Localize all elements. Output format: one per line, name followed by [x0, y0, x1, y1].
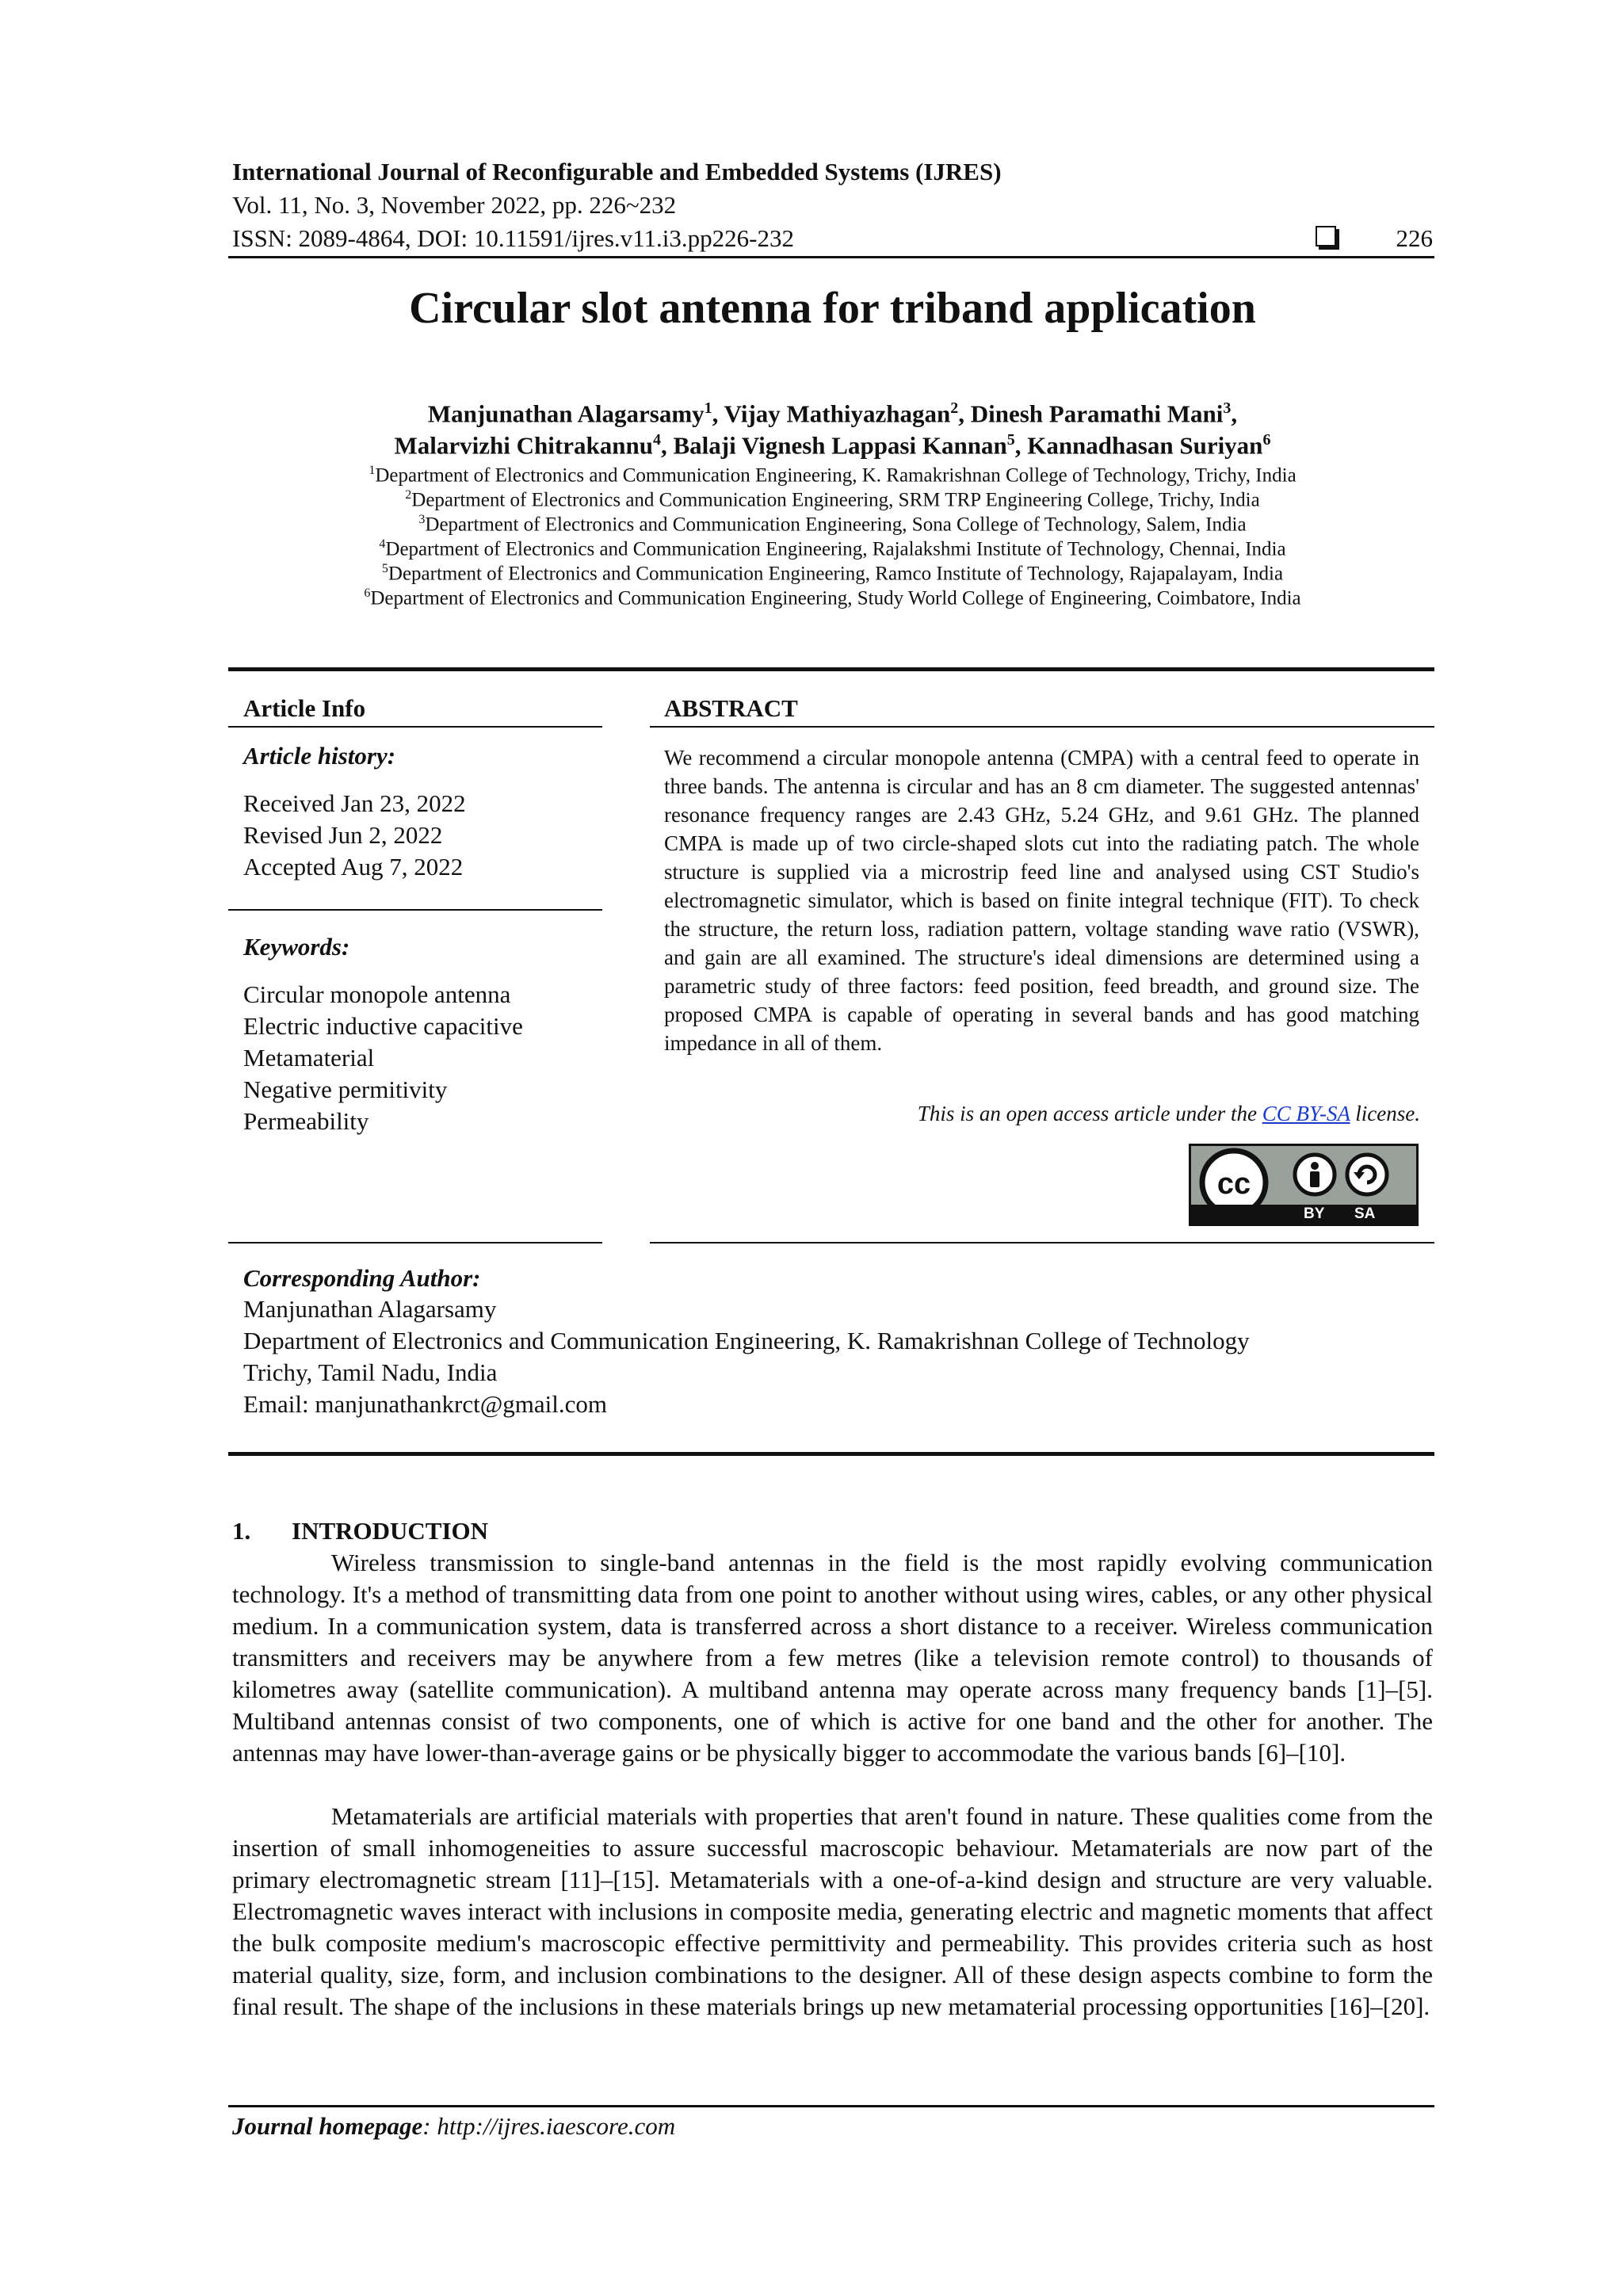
- corresponding-author-heading: Corresponding Author:: [243, 1264, 481, 1292]
- keyword-item: Metamaterial: [243, 1044, 375, 1072]
- corresponding-author-email: Email: manjunathankrct@gmail.com: [243, 1390, 607, 1418]
- journal-homepage-label: Journal homepage: [232, 2112, 423, 2140]
- section-title: INTRODUCTION: [292, 1517, 489, 1545]
- square-bullet-icon: [1316, 226, 1336, 246]
- affiliation-sup: 1: [369, 464, 376, 477]
- history-divider: [228, 909, 602, 911]
- affiliation-sup: 6: [364, 586, 371, 600]
- affiliation-sup: 3: [418, 513, 426, 526]
- author-sup: 1: [704, 399, 712, 417]
- received-date: Received Jan 23, 2022: [243, 789, 466, 817]
- license-prefix: This is an open access article under the: [917, 1102, 1257, 1125]
- footer-divider: [228, 2105, 1434, 2107]
- abstract-heading-rule: [650, 726, 1434, 728]
- revised-date: Revised Jun 2, 2022: [243, 821, 443, 849]
- section-heading-introduction: [232, 1515, 488, 1547]
- author-sup: 5: [1006, 431, 1015, 449]
- abstract-bottom-rule: [650, 1242, 1434, 1244]
- journal-volume: Vol. 11, No. 3, November 2022, pp. 226~232: [232, 191, 677, 219]
- affiliation-sup: 5: [381, 562, 388, 575]
- abstract-heading: ABSTRACT: [664, 694, 798, 722]
- keyword-item: Circular monopole antenna: [243, 980, 511, 1008]
- svg-text:cc: cc: [1216, 1167, 1251, 1201]
- info-box-bottom-rule: [228, 1452, 1434, 1456]
- journal-homepage-url[interactable]: : http://ijres.iaescore.com: [422, 2112, 676, 2140]
- author-name: Manjunathan Alagarsamy: [427, 399, 705, 428]
- cc-by-sa-badge[interactable]: [1189, 1144, 1419, 1226]
- affiliation-text: Department of Electronics and Communication Engineering, Study World College of Engineering, Coimbatore, India: [370, 587, 1301, 609]
- affiliation-sup: 2: [405, 488, 412, 502]
- author-name: Kannadhasan Suriyan: [1027, 431, 1263, 460]
- author-separator: ,: [712, 399, 724, 428]
- accepted-date: Accepted Aug 7, 2022: [243, 853, 464, 881]
- author-separator: ,: [1231, 399, 1238, 428]
- keywords-divider: [228, 1242, 602, 1244]
- author-name: Vijay Mathiyazhagan: [724, 399, 951, 428]
- author-sup: 2: [950, 399, 959, 417]
- cc-sa-label: SA: [1354, 1205, 1376, 1222]
- intro-paragraph-2: Metamaterials are artificial materials with properties that aren't found in nature. These qualities come from the insertion of small inhomogeneities to assure successful macroscopic behaviour. Metamaterials are now part of the primary electromagnetic stream [11]–[15]. Metamaterials with a one-of-a-kind design and structure are very valuable. Electromagnetic waves interact with inclusions in composite media, generating electric and magnetic moments that affect the bulk composite medium's macroscopic effective permittivity and permeability. This provides criteria such as host material quality, size, form, and inclusion combinations to the designer. All of these design aspects combine to form the final result. The shape of the inclusions in these materials brings up new metamaterial processing opportunities [16]–[20].: [232, 1802, 1433, 2020]
- article-info-heading: Article Info: [243, 694, 366, 722]
- keyword-item: Electric inductive capacitive: [243, 1012, 523, 1040]
- author-sup: 6: [1262, 431, 1271, 449]
- corresponding-author-location: Trichy, Tamil Nadu, India: [243, 1358, 498, 1386]
- keyword-item: Permeability: [243, 1107, 369, 1135]
- journal-homepage: [232, 2110, 675, 2143]
- cc-by-label: BY: [1304, 1205, 1325, 1222]
- keyword-item: Negative permitivity: [243, 1075, 448, 1103]
- author-name: Balaji Vignesh Lappasi Kannan: [673, 431, 1007, 460]
- author-separator: ,: [660, 431, 674, 460]
- intro-paragraph-1: Wireless transmission to single-band antennas in the field is the most rapidly evolving communication technology. It's a method of transmitting data from one point to another without using wires, cables, or any other physical medium. In a communication system, data is transferred across a short distance to a receiver. Wireless communication transmitters and receivers may be anywhere from a few metres (like a television remote control) to thousands of kilometres away (satellite communication). A multiband antenna may operate across many frequency bands [1]–[5]. Multiband antennas consist of two components, one of which is active for one band and the other for another. The antennas may have lower-than-average gains or be physically bigger to accommodate the various bands [6]–[10].: [232, 1549, 1433, 1767]
- affiliation: [232, 581, 1433, 610]
- section-number: 1.: [232, 1517, 251, 1545]
- corresponding-author-name: Manjunathan Alagarsamy: [243, 1295, 497, 1323]
- affiliation-text: Department of Electronics and Communication Engineering, SRM TRP Engineering College, Trichy, India: [411, 489, 1260, 511]
- page-number: 226: [1396, 224, 1433, 252]
- abstract-text: We recommend a circular monopole antenna (CMPA) with a central feed to operate in three bands. The antenna is circular and has an 8 cm diameter. The suggested antennas' resonance frequency ranges are 2.43 GHz, 5.24 GHz, and 9.61 GHz. The planned CMPA is made up of two circle-shaped slots cut into the radiating patch. The whole structure is supplied via a microstrip feed line and analysed using CST Studio's electromagnetic simulator, which is based on finite integral technique (FIT). To check the structure, the return loss, radiation pattern, voltage standing wave ratio (VSWR), and gain are all examined. The structure's ideal dimensions are determined using a parametric study of three factors: feed position, feed breadth, and ground size. The proposed CMPA is capable of operating in several bands and has good matching impedance in all of them.: [664, 746, 1419, 1055]
- author-separator: ,: [1014, 431, 1028, 460]
- author-sup: 3: [1223, 399, 1232, 417]
- affiliation-text: Department of Electronics and Communication Engineering, Sona College of Technology, Salem, India: [425, 514, 1247, 536]
- affiliation-sup: 4: [379, 537, 386, 551]
- affiliation-text: Department of Electronics and Communication Engineering, Ramco Institute of Technology, Rajapalayam, India: [388, 563, 1284, 585]
- author-sup: 4: [652, 431, 661, 449]
- info-box-top-rule: [228, 667, 1434, 671]
- author-line-2: [232, 424, 1433, 461]
- license-link[interactable]: CC BY-SA: [1262, 1102, 1350, 1125]
- author-name: Dinesh Paramathi Mani: [970, 399, 1224, 428]
- author-name: Malarvizhi Chitrakannu: [394, 431, 653, 460]
- info-heading-rule: [228, 726, 602, 728]
- journal-name: International Journal of Reconfigurable and Embedded Systems (IJRES): [232, 158, 1002, 185]
- license-statement: [918, 1099, 1420, 1128]
- keywords-heading: Keywords:: [243, 933, 350, 961]
- header-divider: [228, 256, 1434, 258]
- affiliation-text: Department of Electronics and Communication Engineering, Rajalakshmi Institute of Technology, Chennai, India: [385, 538, 1286, 560]
- article-history-heading: Article history:: [243, 742, 396, 770]
- license-suffix: license.: [1355, 1102, 1420, 1125]
- author-separator: ,: [958, 399, 971, 428]
- paper-title: Circular slot antenna for triband application: [409, 284, 1256, 333]
- affiliation-text: Department of Electronics and Communication Engineering, K. Ramakrishnan College of Technology, Trichy, India: [375, 464, 1296, 487]
- corresponding-author-department: Department of Electronics and Communication Engineering, K. Ramakrishnan College of Technology: [243, 1327, 1250, 1354]
- journal-issn-doi: ISSN: 2089-4864, DOI: 10.11591/ijres.v11.i3.pp226-232: [232, 224, 794, 252]
